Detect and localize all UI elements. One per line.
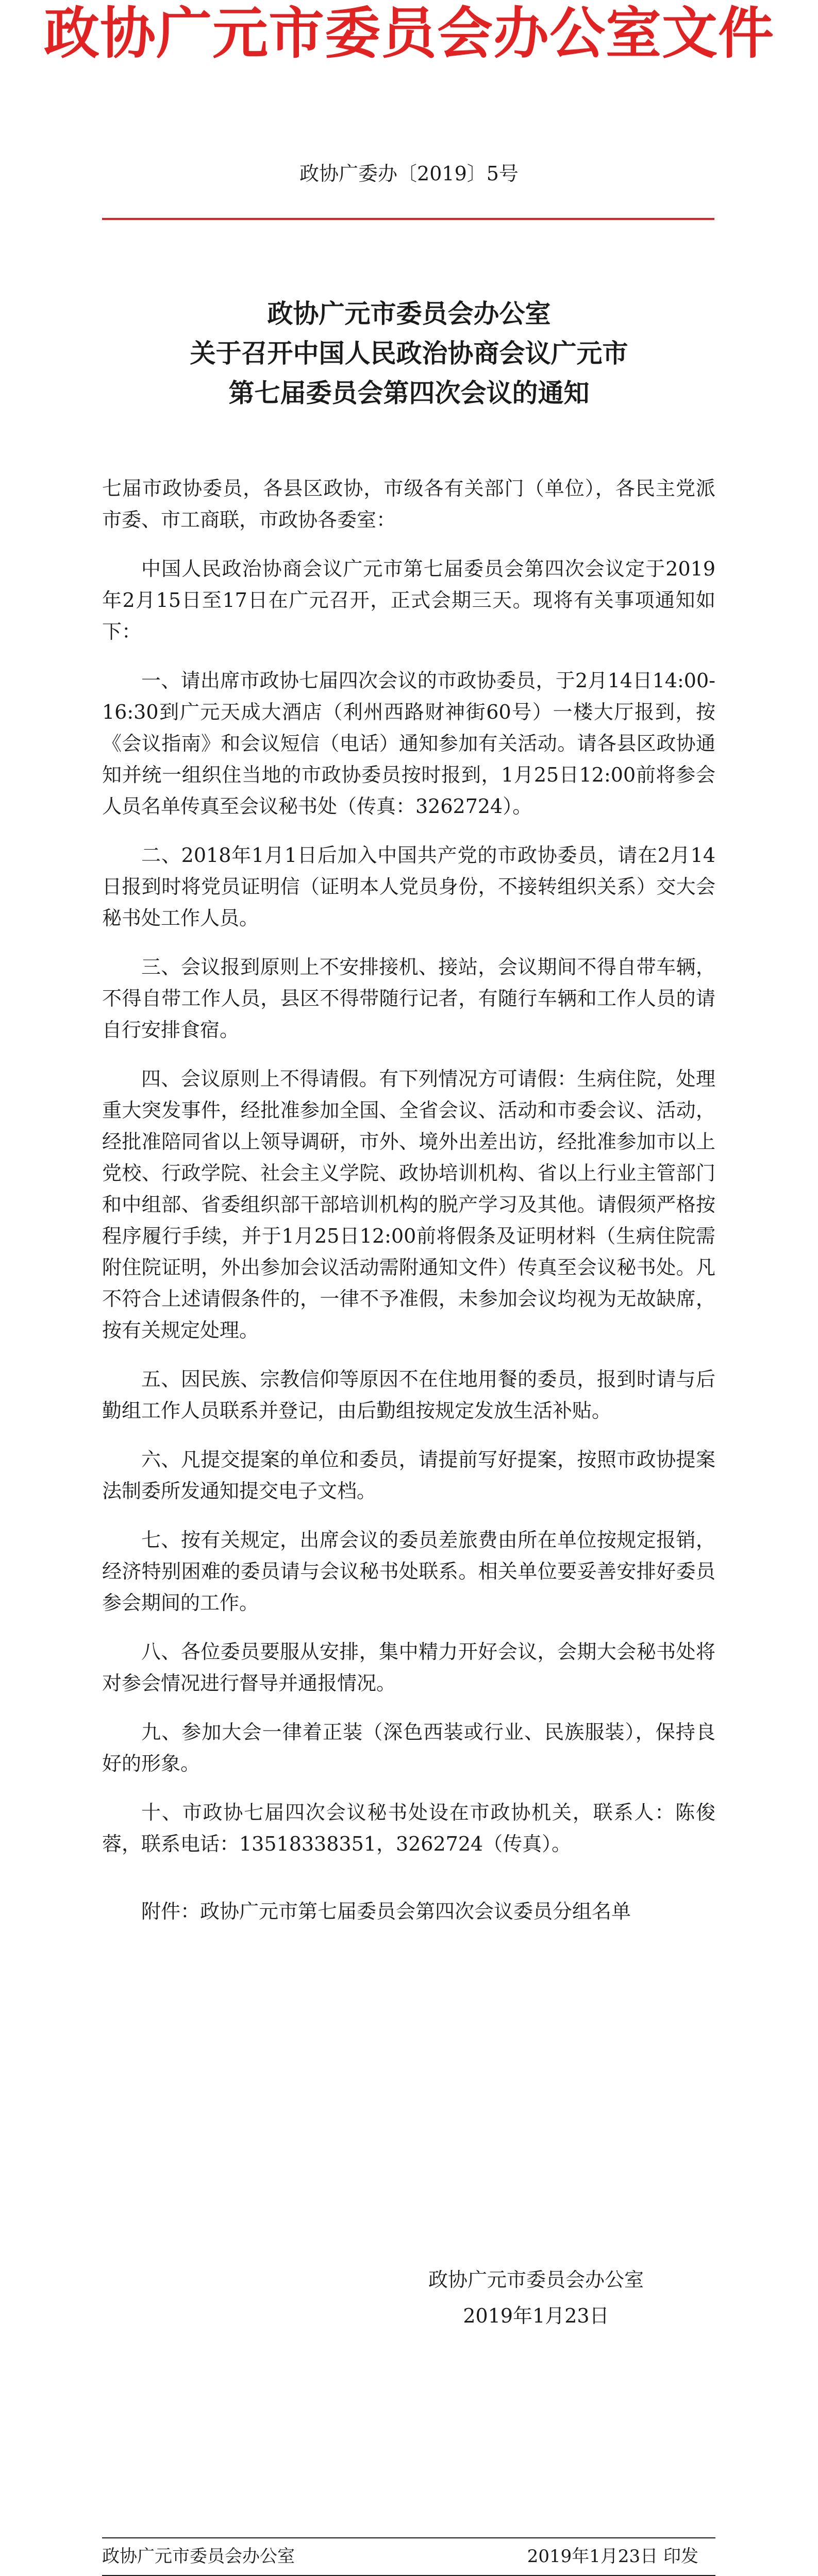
document-number: 政协广委办〔2019〕5号 (299, 162, 519, 185)
footer-issuer: 政协广元市委员会办公室 (102, 2546, 295, 2567)
signature-date: 2019年1月23日 (463, 2304, 609, 2327)
signature-block (402, 2262, 670, 2334)
item-paragraph-3: 三、会议报到原则上不安排接机、接站，会议期间不得自带车辆，不得自带工作人员，县区不得带随行记者，有随行车辆和工作人员的请自行安排食宿。 (102, 956, 715, 1041)
item-paragraph-4: 四、会议原则上不得请假。有下列情况方可请假：生病住院，处理重大突发事件，经批准参加全国、全省会议、活动和市委会议、活动，经批准陪同省以上领导调研，市外、境外出差出访，经批准参加市以上党校、行政学院、社会主义学院、政协培训机构、省以上行业主管部门和中组部、省委组织部干部培训机构的脱产学习及其他。请假须严格按程序履行手续，并于1月25日12:00前将假条及证明材料（生病住院需附住院证明，外出参加会议活动需附通知文件）传真至会议秘书处。凡不符合上述请假条件的，一律不予准假，未参加会议均视为无故缺席，按有关规定处理。 (102, 1067, 715, 1342)
notice-body (102, 473, 715, 1945)
notice-title-line-2: 关于召开中国人民政治协商会议广元市 (190, 338, 628, 368)
notice-title-line-3: 第七届委员会第四次会议的通知 (228, 378, 590, 408)
item-paragraph-8: 八、各位委员要服从安排，集中精力开好会议，会期大会秘书处将对参会情况进行督导并通报情况。 (102, 1640, 715, 1694)
footer-top-rule (102, 2537, 715, 2538)
signature-org: 政协广元市委员会办公室 (428, 2268, 644, 2291)
document-header-title: 政协广元市委员会办公室文件 (43, 1, 774, 66)
red-divider-line (102, 218, 714, 220)
intro-paragraph: 中国人民政治协商会议广元市第七届委员会第四次会议定于2019年2月15日至17日在广元召开，正式会期三天。现将有关事项通知如下： (102, 557, 715, 643)
salutation: 七届市政协委员，各县区政协，市级各有关部门（单位），各民主党派市委、市工商联，市政协各委室： (102, 477, 715, 531)
item-paragraph-9: 九、参加大会一律着正装（深色西装或行业、民族服装），保持良好的形象。 (102, 1721, 715, 1775)
item-paragraph-1: 一、请出席市政协七届四次会议的市政协委员，于2月14日14:00-16:30到广元天成大酒店（利州西路财神街60号）一楼大厅报到，按《会议指南》和会议短信（电话）通知参加有关活动。请各县区政协通知并统一组织住当地的市政协委员按时报到，1月25日12:00前将参会人员名单传真至会议秘书处（传真：3262724）。 (102, 669, 715, 818)
item-paragraph-6: 六、凡提交提案的单位和委员，请提前写好提案，按照市政协提案法制委所发通知提交电子文档。 (102, 1448, 715, 1502)
notice-title (0, 294, 818, 413)
footer-print-date: 2019年1月23日 印发 (527, 2546, 698, 2567)
item-paragraph-7: 七、按有关规定，出席会议的委员差旅费由所在单位按规定报销，经济特别困难的委员请与会议秘书处联系。相关单位要妥善安排好委员参会期间的工作。 (102, 1529, 715, 1614)
item-paragraph-2: 二、2018年1月1日后加入中国共产党的市政协委员，请在2月14日报到时将党员证明信（证明本人党员身份，不接转组织关系）交大会秘书处工作人员。 (102, 844, 715, 929)
item-paragraph-5: 五、因民族、宗教信仰等原因不在住地用餐的委员，报到时请与后勤组工作人员联系并登记，由后勤组按规定发放生活补贴。 (102, 1368, 715, 1422)
item-paragraph-10: 十、市政协七届四次会议秘书处设在市政协机关，联系人：陈俊蓉，联系电话：13518338351，3262724（传真）。 (102, 1801, 715, 1855)
notice-title-line-1: 政协广元市委员会办公室 (267, 298, 551, 329)
attachment-line: 附件：政协广元市第七届委员会第四次会议委员分组名单 (141, 1900, 631, 1923)
